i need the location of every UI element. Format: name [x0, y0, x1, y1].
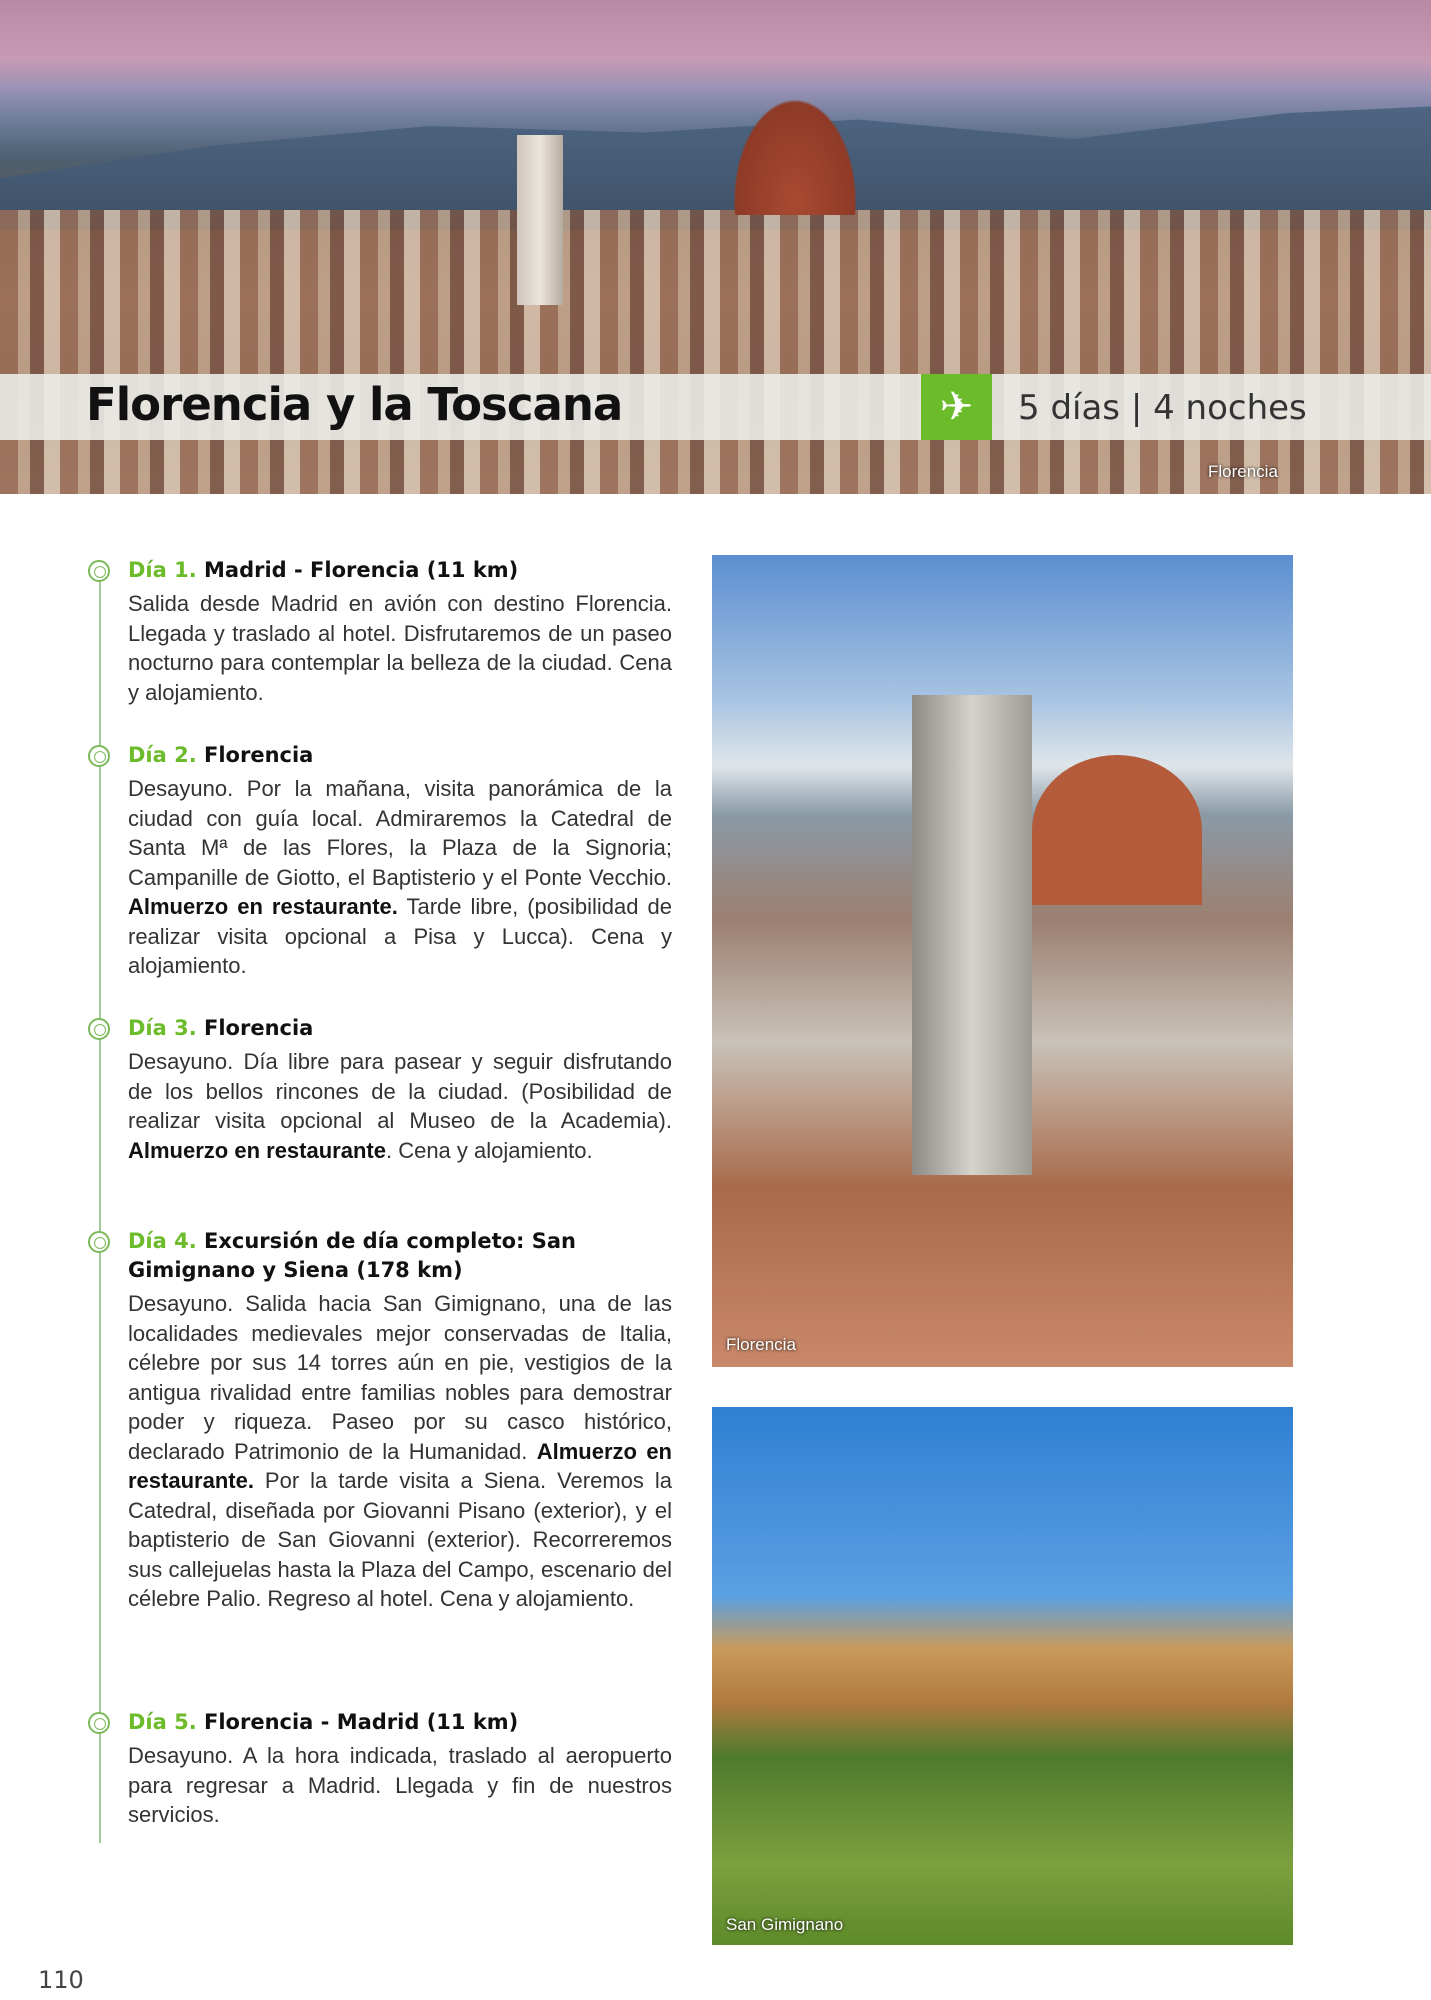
description-text: Salida desde Madrid en avión con destino Florencia. Llegada y traslado al hotel. Disfrutaremos de un paseo nocturno para contemplar la belleza de la ciudad. Cena y alojamiento. [128, 591, 672, 705]
highlight-text: Almuerzo en restaurante [128, 1137, 386, 1163]
cathedral-dome [725, 85, 865, 215]
description-text: Desayuno. Salida hacia San Gimignano, una de las localidades medievales mejor conservadas de Italia, célebre por sus 14 torres aún en pie, vestigios de la antigua rivalidad entre familias nobles para demostrar poder y riqueza. Paseo por su casco histórico, declarado Patrimonio de la Humanidad. [128, 1291, 672, 1464]
day-heading [128, 741, 680, 770]
day-description [128, 1289, 672, 1614]
description-text: Por la tarde visita a Siena. Veremos la Catedral, diseñada por Giovanni Pisano (exterior), y el baptisterio de San Giovanni (exterior). Recorreremos sus callejuelas hasta la Plaza del Campo, escenario del célebre Palio. Regreso al hotel. Cena y alojamiento. [128, 1468, 672, 1611]
day-title: Florencia [204, 743, 314, 767]
timeline-dot-icon [88, 1018, 110, 1040]
highlight-text: Almuerzo en restaurante. [128, 1438, 672, 1493]
bell-tower [517, 135, 563, 305]
day-heading [128, 1708, 680, 1737]
description-text: . Cena y alojamiento. [385, 1137, 593, 1163]
campanile [912, 695, 1032, 1175]
description-text: Desayuno. Por la mañana, visita panorámica de la ciudad con guía local. Admiraremos la Catedral de Santa Mª de las Flores, la Plaza de la Signoria; Campanille de Giotto, el Baptisterio y el Ponte Vecchio. [128, 776, 672, 890]
day-number: Día 4. [128, 1229, 197, 1253]
day-4 [80, 1227, 680, 1614]
day-number: Día 2. [128, 743, 197, 767]
day-1 [80, 556, 680, 707]
day-title: Florencia [204, 1016, 314, 1040]
hero-image-florence-panorama [0, 0, 1431, 494]
day-number: Día 5. [128, 1710, 197, 1734]
timeline-dot-icon [88, 1231, 110, 1253]
timeline-dot-icon [88, 1712, 110, 1734]
photo-caption: San Gimignano [726, 1915, 844, 1934]
day-description [128, 1047, 672, 1165]
day-heading [128, 1227, 672, 1285]
cityscape [0, 210, 1431, 494]
description-text: Desayuno. A la hora indicada, traslado al aeropuerto para regresar a Madrid. Llegada y fin de nuestros servicios. [128, 1743, 672, 1827]
description-text: Tarde libre, (posibilidad de realizar visita opcional a Pisa y Lucca). Cena y alojamiento. [128, 894, 672, 978]
day-heading [128, 556, 680, 585]
highlight-text: Almuerzo en restaurante. [128, 894, 398, 919]
day-title: Florencia - Madrid (11 km) [204, 1710, 519, 1734]
day-description [128, 1741, 672, 1830]
day-heading [128, 1014, 680, 1043]
dome [1032, 755, 1202, 905]
day-description [128, 774, 672, 981]
page-number: 110 [38, 1966, 84, 1994]
day-number: Día 3. [128, 1016, 197, 1040]
timeline-dot-icon [88, 560, 110, 582]
trip-duration: 5 días | 4 noches [1018, 388, 1307, 428]
photo-caption: Florencia [726, 1335, 796, 1354]
day-title: Madrid - Florencia (11 km) [204, 558, 519, 582]
photo-san-gimignano [712, 1407, 1293, 1945]
page-title: Florencia y la Toscana [86, 378, 623, 431]
day-description [128, 589, 672, 707]
day-5 [80, 1708, 680, 1830]
description-text: Desayuno. Día libre para pasear y seguir disfrutando de los bellos rincones de la ciudad. (Posibilidad de realizar visita opcional al Museo de la Academia). [128, 1049, 672, 1133]
photo-florence-cathedral [712, 555, 1293, 1367]
hero-caption: Florencia [1208, 462, 1278, 481]
day-2 [80, 741, 680, 981]
timeline-dot-icon [88, 745, 110, 767]
day-number: Día 1. [128, 558, 197, 582]
day-3 [80, 1014, 680, 1165]
airplane-icon: ✈ [921, 374, 992, 440]
day-title: Excursión de día completo: San Gimignano y Siena (178 km) [128, 1229, 576, 1282]
